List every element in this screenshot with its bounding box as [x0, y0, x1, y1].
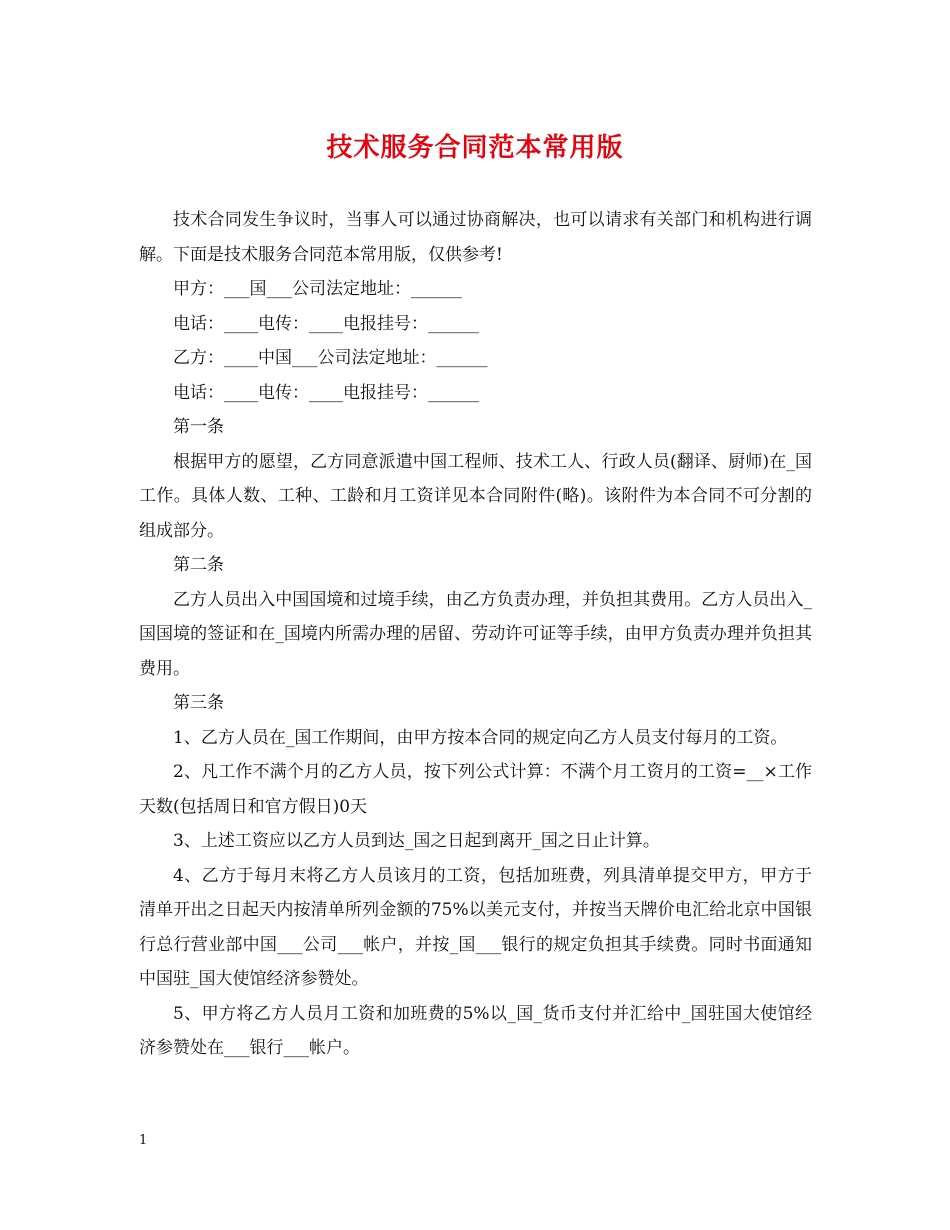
article-3-clause-4: 4、乙方于每月末将乙方人员该月的工资，包括加班费，列具清单提交甲方，甲方于清单开出之日起天内按清单所列金额的75%以美元支付，并按当天牌价电汇给北京中国银行总行营业部中国___公司___帐户，并按_国___银行的规定负担其手续费。同时书面通知中国驻_国大使馆经济参赞处。	[139, 865, 812, 989]
article-2-text: 乙方人员出入中国国境和过境手续，由乙方负责办理，并负担其费用。乙方人员出入_国国境的签证和在_国境内所需办理的居留、劳动许可证等手续，由甲方负责办理并负担其费用。	[139, 589, 812, 679]
article-3-heading: 第三条	[173, 693, 224, 713]
paragraph-party-b-address: 乙方：____中国___公司法定地址：______	[173, 348, 488, 368]
article-3-clause-5: 5、甲方将乙方人员月工资和加班费的5%以_国_货币支付并汇给中_国驻国大使馆经济参赞处在___银行___帐户。	[139, 1003, 812, 1058]
paragraph-party-b-contact: 电话：____电传：____电报挂号：______	[173, 382, 479, 403]
article-3-clause-3: 3、上述工资应以乙方人员到达_国之日起到离开_国之日止计算。	[173, 831, 660, 851]
page-number: 1	[139, 1133, 148, 1148]
article-1-heading: 第一条	[173, 417, 224, 437]
paragraph-party-a-address: 甲方：___国___公司法定地址：______	[173, 279, 462, 299]
article-3-clause-2: 2、凡工作不满个月的乙方人员，按下列公式计算：不满个月工资月的工资=__×工作天数(包括周日和官方假日)0天	[139, 762, 812, 817]
paragraph-party-a-contact: 电话：____电传：____电报挂号：______	[173, 313, 479, 334]
article-1-text: 根据甲方的愿望，乙方同意派遣中国工程师、技术工人、行政人员(翻译、厨师)在_国工作。具体人数、工种、工龄和月工资详见本合同附件(略)。该附件为本合同不可分割的组成部分。	[139, 451, 812, 541]
paragraph-intro: 技术合同发生争议时，当事人可以通过协商解决，也可以请求有关部门和机构进行调解。下面是技术服务合同范本常用版，仅供参考!	[139, 210, 812, 265]
document-body	[139, 203, 812, 1066]
article-2-heading: 第二条	[173, 555, 224, 575]
article-3-clause-1: 1、乙方人员在_国工作期间，由甲方按本合同的规定向乙方人员支付每月的工资。	[173, 727, 788, 748]
document-title: 技术服务合同范本常用版	[326, 133, 624, 163]
